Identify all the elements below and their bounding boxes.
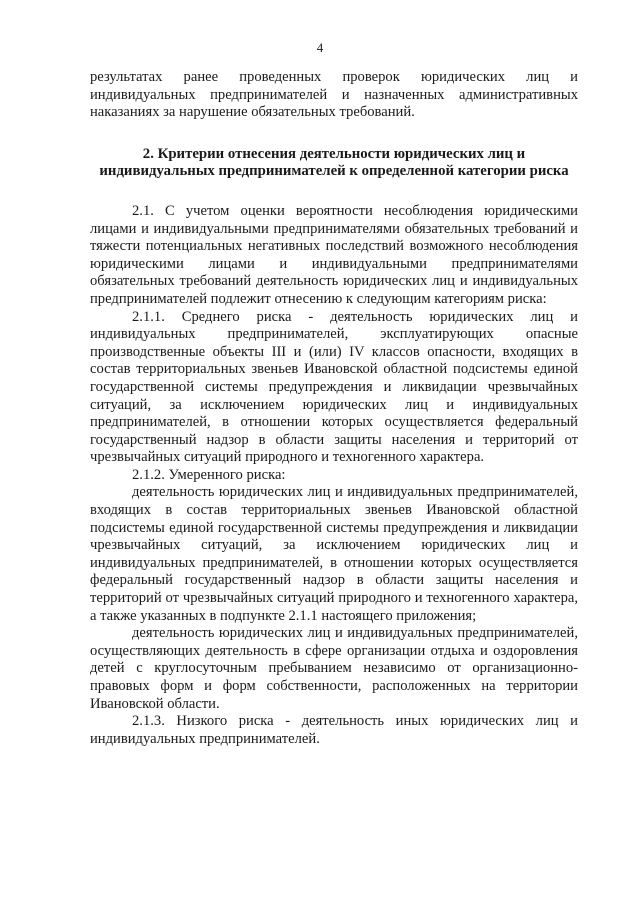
paragraph-2-1-2: 2.1.2. Умеренного риска: [132, 466, 286, 483]
paragraph-2-1-3: 2.1.3. Низкого риска - деятельность иных юридических лиц и индивидуальных предпринимателей. [90, 713, 578, 747]
page-number: 4 [316, 40, 324, 55]
document-body [90, 69, 578, 748]
intro-paragraph: результатах ранее проведенных проверок юридических лиц и индивидуальных предпринимателей и назначенных административных наказаниях за нарушение обязательных требований. [90, 69, 578, 121]
section-heading: 2. Критерии отнесения деятельности юридических лиц и индивидуальных предпринимателей к определенной категории риска [99, 145, 569, 180]
paragraph-2-1: 2.1. С учетом оценки вероятности несоблюдения юридическими лицами и индивидуальными предпринимателями обязательных требований и тяжести потенциальных негативных последствий возможного несоблюдения юридическими лицами и индивидуальными предпринимателями обязательных требований деятельность юридических лиц и индивидуальных предпринимателей подлежит отнесению к следующим категориям риска: [90, 202, 578, 307]
paragraph-2-1-2-item-1: деятельность юридических лиц и индивидуальных предпринимателей, входящих в состав территориальных звеньев Ивановской областной подсистемы единой государственной системы предупреждения и ликвидации чрезвычайных ситуаций, за исключением юридических лиц и индивидуальных предпринимателей, в отношении которых осуществляется федеральный государственный надзор в области защиты населения и территорий от чрезвычайных ситуаций природного и техногенного характера, а также указанных в подпункте 2.1.1 настоящего приложения; [90, 484, 578, 624]
paragraph-2-1-1: 2.1.1. Среднего риска - деятельность юридических лиц и индивидуальных предпринимателей, эксплуатирующих опасные производственные объекты III и (или) IV классов опасности, входящих в состав территориальных звеньев Ивановской областной подсистемы единой государственной системы предупреждения и ликвидации чрезвычайных ситуаций, за исключением юридических лиц и индивидуальных предпринимателей, в отношении которых осуществляется федеральный государственный надзор в области защиты населения и территорий от чрезвычайных ситуаций природного и техногенного характера. [90, 308, 578, 466]
paragraph-2-1-2-item-2: деятельность юридических лиц и индивидуальных предпринимателей, осуществляющих деятельность в сфере организации отдыха и оздоровления детей с круглосуточным пребыванием независимо от организационно-правовых форм и форм собственности, расположенных на территории Ивановской области. [90, 625, 578, 712]
